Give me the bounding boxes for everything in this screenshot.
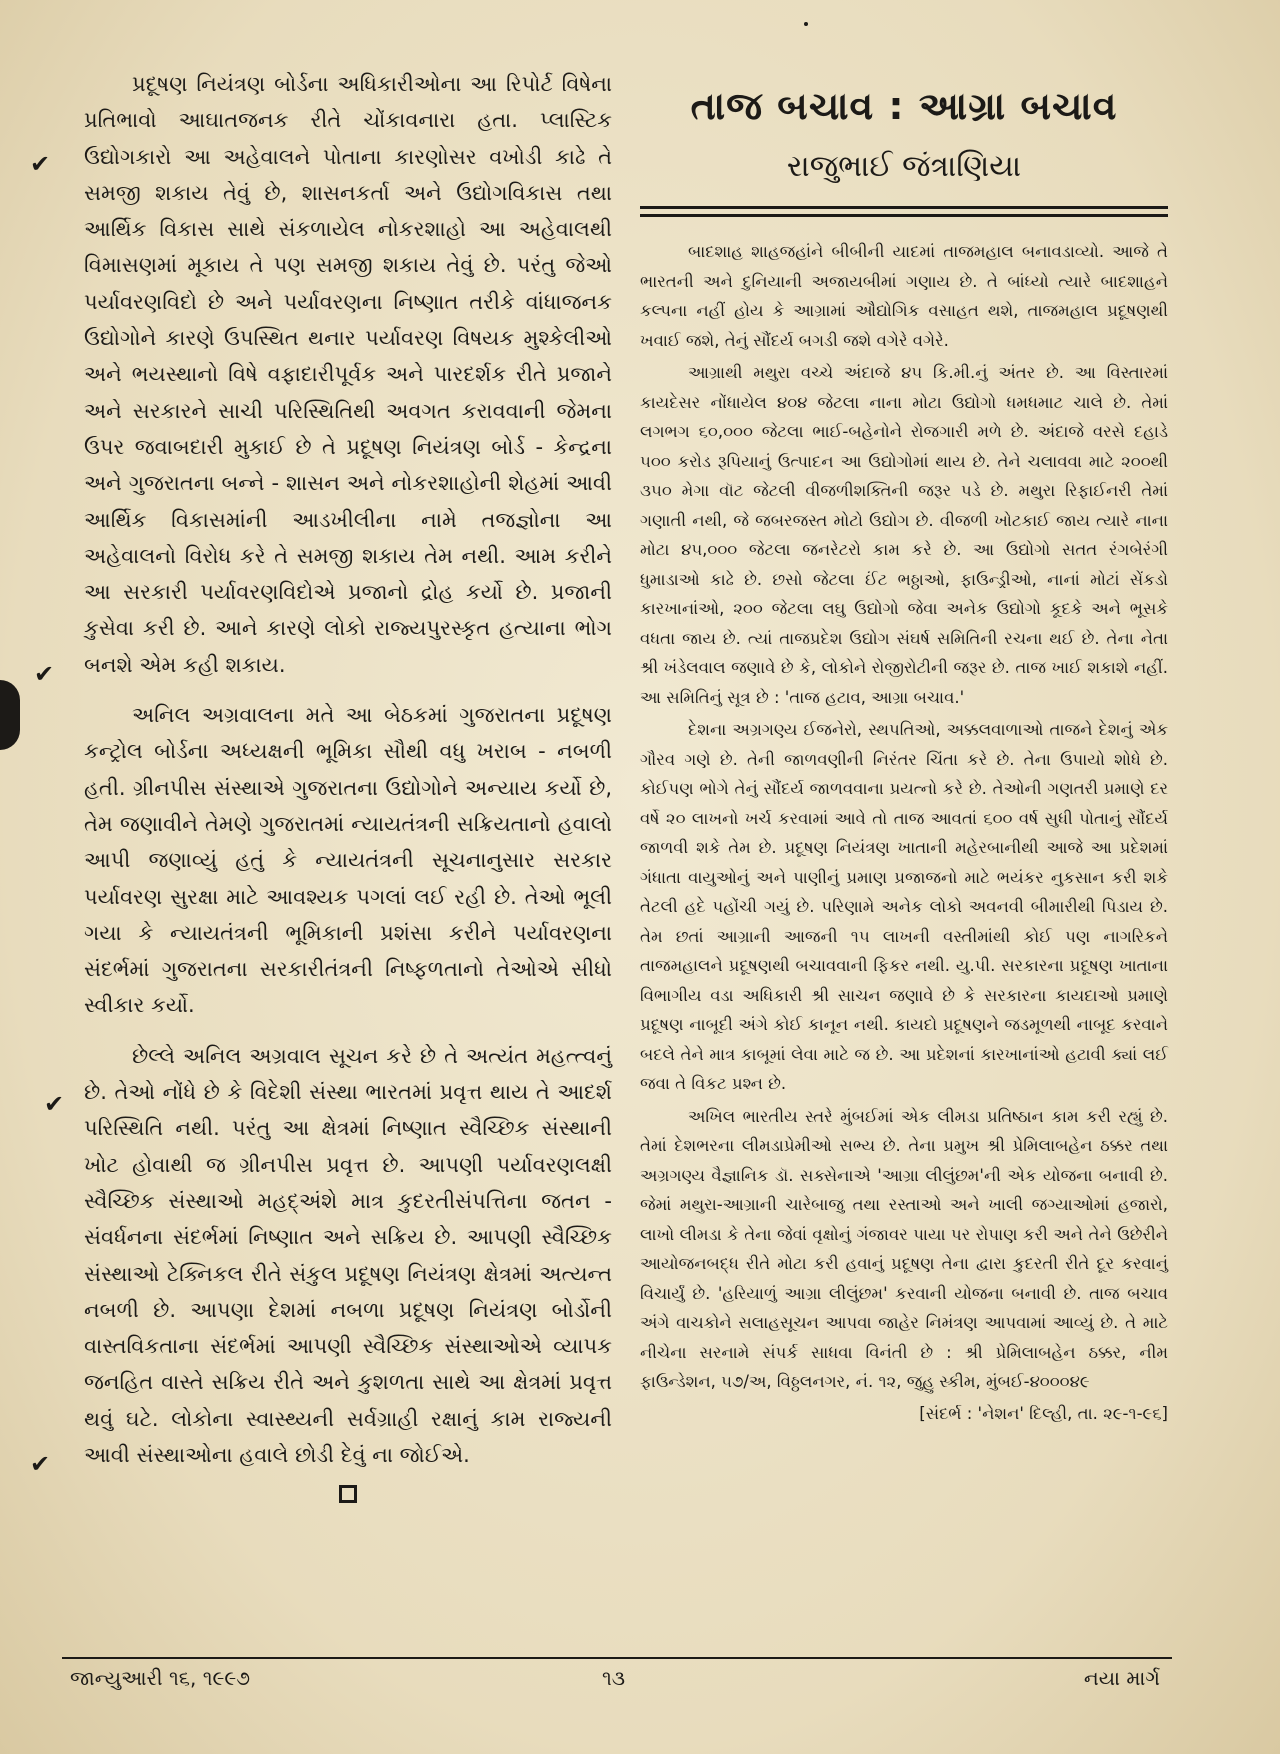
left-paragraph-1: પ્રદૂષણ નિયંત્રણ બોર્ડના અધિકારીઓના આ રિપોર્ટ વિષેના પ્રતિભાવો આઘાતજનક રીતે ચોંકાવનારા હતા. પ્લાસ્ટિક ઉદ્યોગકારો આ અહેવાલને પોતાના કારણોસર વખોડી કાઢે તે સમજી શકાય તેવું છે, શાસનકર્તા અને ઉદ્યોગવિકાસ તથા આર્થિક વિકાસ સાથે સંકળાયેલ નોકરશાહો આ અહેવાલથી વિમાસણમાં મૂકાય તે પણ સમજી શકાય તેવું છે. પરંતુ જેઓ પર્યાવરણવિદો છે અને પર્યાવરણના નિષ્ણાત તરીકે વાંધાજનક ઉદ્યોગોને કારણે ઉપસ્થિત થનાર પર્યાવરણ વિષયક મુશ્કેલીઓ અને ભયસ્થાનો વિષે વફાદારીપૂર્વક અને પારદર્શક રીતે પ્રજાને અને સરકારને સાચી પરિસ્થિતિથી અવગત કરાવવાની જેમના ઉપર જવાબદારી મુકાઈ છે તે પ્રદૂષણ નિયંત્રણ બોર્ડ - કેન્દ્રના અને ગુજરાતના બન્ને - શાસન અને નોકરશાહોની શેહમાં આવી આર્થિક વિકાસમાંની આડખીલીના નામે તજજ્ઞોના આ અહેવાલનો વિરોધ કરે તે સમજી શકાય તેમ નથી. આમ કરીને આ સરકારી પર્યાવરણવિદોએ પ્રજાનો દ્રોહ કર્યો છે. પ્રજાની કુસેવા કરી છે. આને કારણે લોકો રાજ્યપુરસ્કૃત હત્યાના ભોગ બનશે એમ કહી શકાય. bbox=[84, 72, 612, 677]
right-column bbox=[640, 66, 1168, 1428]
source-citation: [સંદર્ભ : 'નેશન' દિલ્હી, તા. ૨૯-૧-૯૬] bbox=[919, 1403, 1168, 1423]
title-rule-bottom bbox=[640, 214, 1168, 217]
footer-rule bbox=[62, 1657, 1172, 1659]
right-paragraph-3: દેશના અગ્રગણ્ય ઈજનેરો, સ્થપતિઓ, અક્કલવાળાઓ તાજને દેશનું એક ગૌરવ ગણે છે. તેની જાળવણીની નિરંતર ચિંતા કરે છે. તેના ઉપાયો શોધે છે. કોઈપણ ભોગે તેનું સૌંદર્ય જાળવવાના પ્રયત્નો કરે છે. તેઓની ગણતરી પ્રમાણે દર વર્ષે ૨૦ લાખનો ખર્ચ કરવામાં આવે તો તાજ આવતાં ૬૦૦ વર્ષ સુધી પોતાનું સૌંદર્ય જાળવી શકે તેમ છે. પ્રદૂષણ નિયંત્રણ ખાતાની મહેરબાનીથી આજે આ પ્રદેશમાં ગંધાતા વાયુઓનું અને પાણીનું પ્રમાણ પ્રજાજનો માટે ભયંકર નુકસાન કરી શકે તેટલી હદે પહોંચી ગયું છે. પરિણામે અનેક લોકો અવનવી બીમારીથી પિડાય છે. તેમ છતાં આગ્રાની આજની ૧૫ લાખની વસ્તીમાંથી કોઈ પણ નાગરિકને તાજમહાલને પ્રદૂષણથી બચાવવાની ફિકર નથી. યુ.પી. સરકારના પ્રદૂષણ ખાતાના વિભાગીય વડા અધિકારી શ્રી સાચન જણાવે છે કે સરકારના કાયદાઓ પ્રમાણે પ્રદૂષણ નાબૂદી અંગે કોઈ કાનૂન નથી. કાયદો પ્રદૂષણને જડમૂળથી નાબૂદ કરવાને બદલે તેને માત્ર કાબૂમાં લેવા માટે જ છે. આ પ્રદેશનાં કારખાનાંઓ હટાવી ક્યાં લઈ જવા તે વિકટ પ્રશ્ન છે. bbox=[640, 720, 1168, 1093]
right-paragraph-4: અખિલ ભારતીય સ્તરે મુંબઈમાં એક લીમડા પ્રતિષ્ઠાન કામ કરી રહ્યું છે. તેમાં દેશભરના લીમડાપ્રેમીઓ સભ્ય છે. તેના પ્રમુખ શ્રી પ્રેમિલાબહેન ઠક્કર તથા અગ્રગણ્ય વૈજ્ઞાનિક ડૉ. સક્સેનાએ 'આગ્રા લીલુંછમ'ની એક યોજના બનાવી છે. જેમાં મથુરા-આગ્રાની ચારેબાજુ તથા રસ્તાઓ અને ખાલી જગ્યાઓમાં હજારો, લાખો લીમડા કે તેના જેવાં વૃક્ષોનું ગંજાવર પાયા પર રોપાણ કરી અને તેને ઉછેરીને આયોજનબદ્ધ રીતે મોટા કરી હવાનું પ્રદૂષણ તેના દ્વારા કુદરતી રીતે દૂર કરવાનું વિચાર્યું છે. 'હરિયાળું આગ્રા લીલુંછમ' કરવાની યોજના બનાવી છે. તાજ બચાવ અંગે વાચકોને સલાહસૂચન આપવા જાહેર નિમંત્રણ આપવામાં આવ્યું છે. તે માટે નીચેના સરનામે સંપર્ક સાધવા વિનંતી છે : શ્રી પ્રેમિલાબહેન ઠક્કર, નીમ ફાઉન્ડેશન, ૫૭/અ, વિઠ્ઠલનગર, નં. ૧૨, જુહુ સ્કીમ, મુંબઈ-૪૦૦૦૪૯ bbox=[640, 1106, 1168, 1391]
footer-publication: નયા માર્ગ bbox=[1083, 1666, 1160, 1690]
footer-date: જાન્યુઆરી ૧૬, ૧૯૯૭ bbox=[70, 1666, 251, 1690]
left-column bbox=[84, 66, 612, 1503]
right-paragraph-2: આગ્રાથી મથુરા વચ્ચે અંદાજે ૪૫ કિ.મી.નું અંતર છે. આ વિસ્તારમાં કાયદેસર નોંધાયેલ ૪૦૪ જેટલા નાના મોટા ઉદ્યોગો ધમધમાટ ચાલે છે. તેમાં લગભગ ૬૦,૦૦૦ જેટલા ભાઈ-બહેનોને રોજગારી મળે છે. અંદાજે વરસે દહાડે ૫૦૦ કરોડ રૂપિયાનું ઉત્પાદન આ ઉદ્યોગોમાં થાય છે. તેને ચલાવવા માટે ૨૦૦થી ૩૫૦ મેગા વૉટ જેટલી વીજળીશક્તિની જરૂર પડે છે. મથુરા રિફાઈનરી તેમાં ગણાતી નથી, જે જબરજસ્ત મોટો ઉદ્યોગ છે. વીજળી ખોટકાઈ જાય ત્યારે નાના મોટા ૪૫,૦૦૦ જેટલા જનરેટરો કામ કરે છે. આ ઉદ્યોગો સતત રંગબેરંગી ધુમાડાઓ કાઢે છે. છસો જેટલા ઈંટ ભઠ્ઠાઓ, ફાઉન્ડ્રીઓ, નાનાં મોટાં સેંકડો કારખાનાંઓ, ૨૦૦ જેટલા લઘુ ઉદ્યોગો જેવા અનેક ઉદ્યોગો કૂદકે અને ભૂસકે વધતા જાય છે. ત્યાં તાજપ્રદેશ ઉદ્યોગ સંઘર્ષ સમિતિની રચના થઈ છે. તેના નેતા શ્રી ખંડેલવાલ જણાવે છે કે, લોકોને રોજીરોટીની જરૂર છે. તાજ ખાઈ શકાશે નહીં. આ સમિતિનું સૂત્ર છે : 'તાજ હટાવ, આગ્રા બચાવ.' bbox=[640, 363, 1168, 707]
margin-mark: ✔ bbox=[30, 1450, 51, 1478]
margin-mark: ✔ bbox=[30, 150, 51, 178]
margin-mark: ✔ bbox=[44, 1090, 65, 1118]
article-author: રાજુભાઈ જંત્રાણિયા bbox=[786, 149, 1022, 184]
ink-blot bbox=[0, 680, 20, 750]
left-paragraph-3: છેલ્લે અનિલ અગ્રવાલ સૂચન કરે છે તે અત્યંત મહત્ત્વનું છે. તેઓ નોંધે છે કે વિદેશી સંસ્થા ભારતમાં પ્રવૃત્ત થાય તે આદર્શ પરિસ્થિતિ નથી. પરંતુ આ ક્ષેત્રમાં નિષ્ણાત સ્વૈચ્છિક સંસ્થાની ખોટ હોવાથી જ ગ્રીનપીસ પ્રવૃત્ત છે. આપણી પર્યાવરણલક્ષી સ્વૈચ્છિક સંસ્થાઓ મહદ્અંશે માત્ર કુદરતીસંપત્તિના જતન - સંવર્ધનના સંદર્ભમાં નિષ્ણાત અને સક્રિય છે. આપણી સ્વૈચ્છિક સંસ્થાઓ ટેક્નિકલ રીતે સંકુલ પ્રદૂષણ નિયંત્રણ ક્ષેત્રમાં અત્યન્ત નબળી છે. આપણા દેશમાં નબળા પ્રદૂષણ નિયંત્રણ બોર્ડોની વાસ્તવિકતાના સંદર્ભમાં આપણી સ્વૈચ્છિક સંસ્થાઓએ વ્યાપક જનહિત વાસ્તે સક્રિય રીતે અને કુશળતા સાથે આ ક્ષેત્રમાં પ્રવૃત્ત થવું ઘટે. લોકોના સ્વાસ્થ્યની સર્વગ્રાહી રક્ષાનું કામ રાજ્યની આવી સંસ્થાઓના હવાલે છોડી દેવું ના જોઈએ. bbox=[84, 1043, 612, 1467]
title-rule-top bbox=[640, 206, 1168, 209]
left-paragraph-2: અનિલ અગ્રવાલના મતે આ બેઠકમાં ગુજરાતના પ્રદૂષણ કન્ટ્રોલ બોર્ડના અધ્યક્ષની ભૂમિકા સૌથી વધુ ખરાબ - નબળી હતી. ગ્રીનપીસ સંસ્થાએ ગુજરાતના ઉદ્યોગોને અન્યાય કર્યો છે, તેમ જણાવીને તેમણે ગુજરાતમાં ન્યાયતંત્રની સક્રિયતાનો હવાલો આપી જણાવ્યું હતું કે ન્યાયતંત્રની સૂચનાનુસાર સરકાર પર્યાવરણ સુરક્ષા માટે આવશ્યક પગલાં લઈ રહી છે. તેઓ ભૂલી ગયા કે ન્યાયતંત્રની ભૂમિકાની પ્રશંસા કરીને પર્યાવરણના સંદર્ભમાં ગુજરાતના સરકારીતંત્રની નિષ્ફળતાનો તેઓએ સીધો સ્વીકાર કર્યો. bbox=[84, 703, 612, 1018]
margin-mark: ✔ bbox=[34, 660, 55, 688]
article-title: તાજ બચાવ : આગ્રા બચાવ bbox=[690, 84, 1118, 128]
speck bbox=[804, 22, 808, 26]
article-body bbox=[640, 237, 1168, 1428]
right-paragraph-1: બાદશાહ શાહજહાંને બીબીની યાદમાં તાજમહાલ બનાવડાવ્યો. આજે તે ભારતની અને દુનિયાની અજાયબીમાં ગણાય છે. તે બાંધ્યો ત્યારે બાદશાહને કલ્પના નહીં હોય કે આગ્રામાં ઔદ્યોગિક વસાહત થશે, તાજમહાલ પ્રદૂષણથી ખવાઈ જશે, તેનું સૌંદર્ય બગડી જશે વગેરે વગેરે. bbox=[640, 242, 1168, 350]
footer-page-number: ૧૩ bbox=[602, 1666, 626, 1690]
end-mark-box bbox=[339, 1485, 357, 1503]
